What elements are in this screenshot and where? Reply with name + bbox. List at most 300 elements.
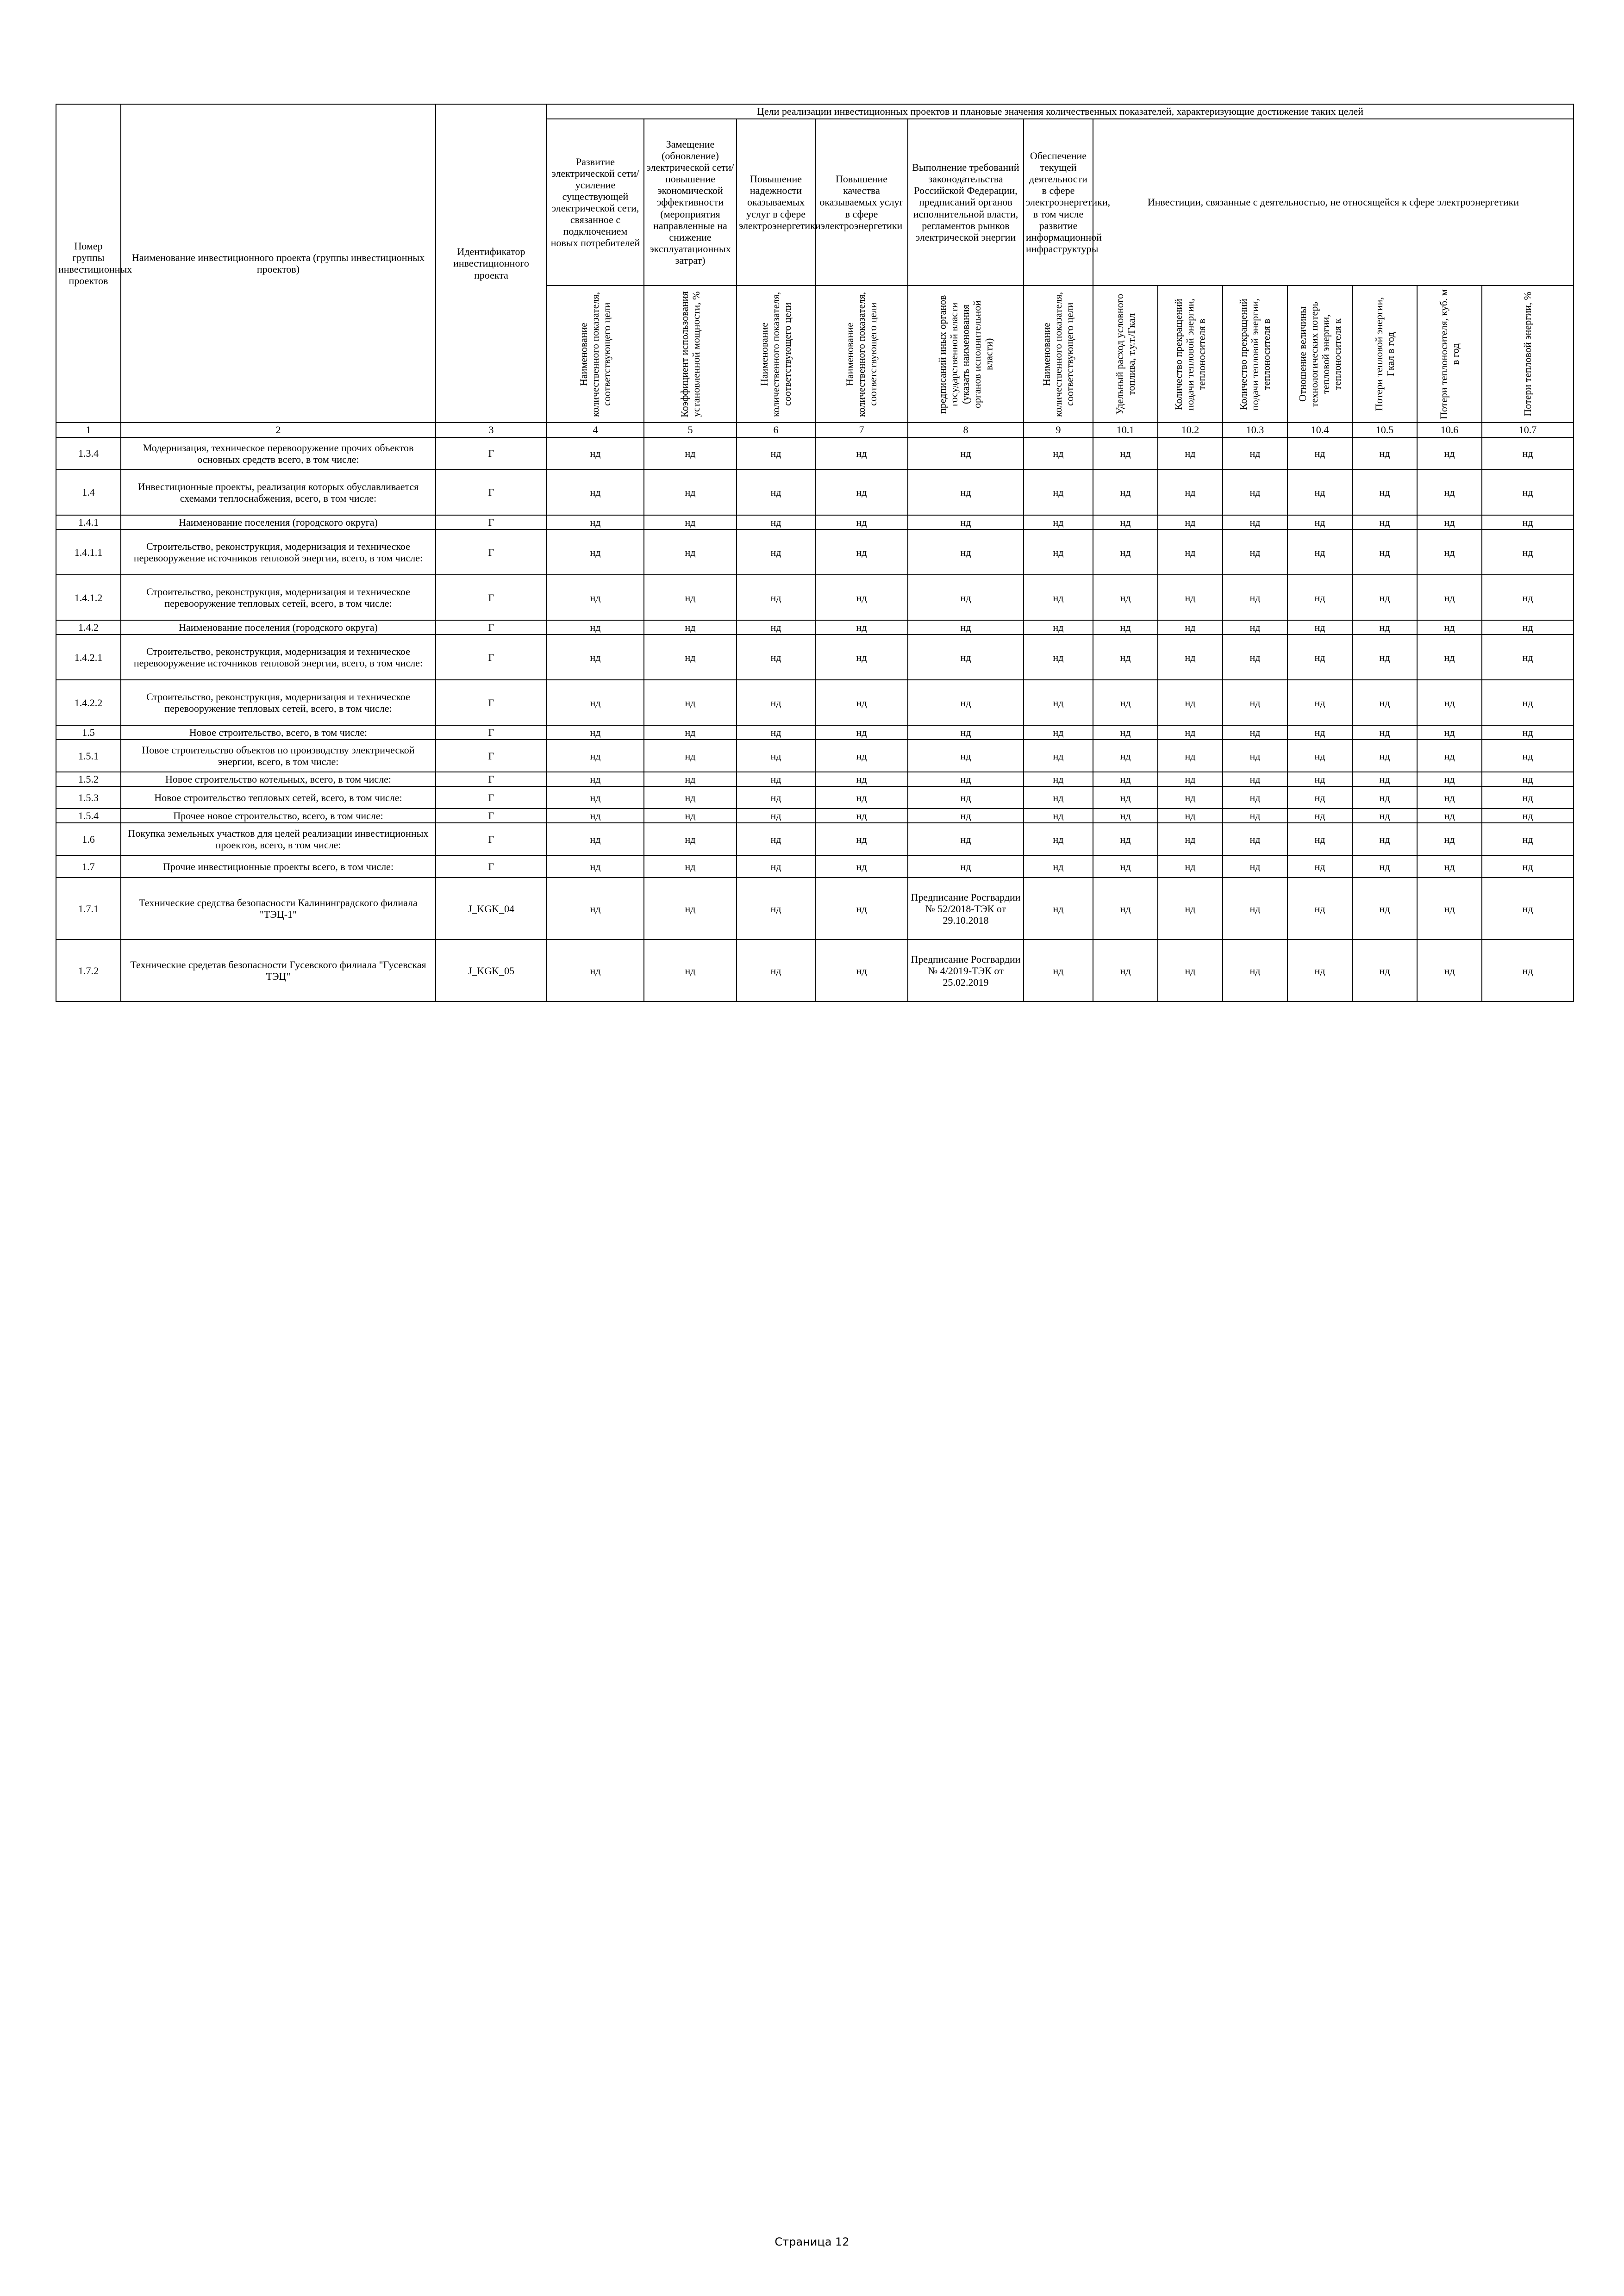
row-value: нд xyxy=(1223,823,1287,855)
header-indicator-cell xyxy=(547,286,644,423)
row-value: нд xyxy=(1093,437,1158,470)
row-project-name: Прочее новое строительство, всего, в том числе: xyxy=(121,809,436,823)
row-value: нд xyxy=(737,877,815,940)
row-value: нд xyxy=(1482,740,1574,772)
row-group-number: 1.5 xyxy=(56,725,121,740)
row-value: нд xyxy=(1287,470,1352,515)
header-indicator: Наименование количественного показателя, соответствующего цели xyxy=(578,291,613,417)
row-value: нд xyxy=(644,740,737,772)
row-value: нд xyxy=(815,515,908,529)
row-group-number: 1.4.2.2 xyxy=(56,680,121,725)
row-value: нд xyxy=(1223,575,1287,620)
header-goal: Обеспечение текущей деятельности в сфере электроэнергетики, в том числе развитие информационной инфраструктуры xyxy=(1026,150,1111,255)
header-indicator: Отношение величины технологических потерь тепловой энергии, теплоносителя к xyxy=(1296,301,1343,407)
row-value: нд xyxy=(547,620,644,635)
row-project-id: Г xyxy=(436,680,547,725)
row-project-id: Г xyxy=(436,772,547,786)
header-goal: Замещение (обновление) электрической сети/повышение экономической эффективности (мероприятия направленные на снижение эксплуатационных затрат) xyxy=(646,138,734,266)
row-value: нд xyxy=(1093,809,1158,823)
row-value: нд xyxy=(1024,786,1093,809)
row-project-id: Г xyxy=(436,620,547,635)
row-value: нд xyxy=(1287,940,1352,1002)
row-value: нд xyxy=(1223,529,1287,575)
row-value: нд xyxy=(737,680,815,725)
row-value: нд xyxy=(644,529,737,575)
table-row xyxy=(56,575,1574,620)
row-value: нд xyxy=(908,529,1024,575)
row-value: нд xyxy=(1223,740,1287,772)
row-value: Предписание Росгвардии № 4/2019-ТЭК от 25.02.2019 xyxy=(908,940,1024,1002)
row-value: нд xyxy=(644,470,737,515)
header-goal: Развитие электрической сети/усиление существующей электрической сети, связанное с подключением новых потребителей xyxy=(550,156,640,249)
row-value: нд xyxy=(547,786,644,809)
row-group-number: 1.4.2 xyxy=(56,620,121,635)
row-value: нд xyxy=(547,680,644,725)
row-value: нд xyxy=(1287,877,1352,940)
row-value: нд xyxy=(1223,940,1287,1002)
row-value: нд xyxy=(1287,529,1352,575)
row-value: нд xyxy=(1287,786,1352,809)
row-value: нд xyxy=(1024,940,1093,1002)
row-value: нд xyxy=(1417,680,1482,725)
header-goal: Выполнение требований законодательства Российской Федерации, предписаний органов исполнительной власти, регламентов рынков электрической энергии xyxy=(912,162,1019,243)
row-value: нд xyxy=(644,772,737,786)
row-value: нд xyxy=(1158,680,1223,725)
row-value: нд xyxy=(1482,809,1574,823)
row-value: нд xyxy=(1223,809,1287,823)
row-value: нд xyxy=(737,809,815,823)
row-value: нд xyxy=(737,470,815,515)
row-value: нд xyxy=(815,725,908,740)
row-project-name: Покупка земельных участков для целей реализации инвестиционных проектов, всего, в том числе: xyxy=(121,823,436,855)
header-indicator: Удельный расход условного топлива, т.у.т./Гкал xyxy=(1113,293,1137,415)
row-value: нд xyxy=(1158,515,1223,529)
column-number: 5 xyxy=(644,423,737,437)
column-number: 10.5 xyxy=(1352,423,1417,437)
row-value: нд xyxy=(737,772,815,786)
table-row xyxy=(56,470,1574,515)
table-row xyxy=(56,529,1574,575)
row-value: нд xyxy=(1352,635,1417,680)
header-goal-cell xyxy=(1093,119,1574,286)
row-value: нд xyxy=(1482,940,1574,1002)
row-project-name: Прочие инвестиционные проекты всего, в том числе: xyxy=(121,855,436,877)
column-number: 9 xyxy=(1024,423,1093,437)
row-value: нд xyxy=(1158,575,1223,620)
row-value: нд xyxy=(1482,772,1574,786)
table-row xyxy=(56,635,1574,680)
row-value: нд xyxy=(908,437,1024,470)
row-value: нд xyxy=(547,575,644,620)
header-indicator-cell xyxy=(737,286,815,423)
row-value: нд xyxy=(908,575,1024,620)
row-project-name: Новое строительство котельных, всего, в том числе: xyxy=(121,772,436,786)
table-row xyxy=(56,725,1574,740)
row-value: нд xyxy=(737,437,815,470)
row-value: нд xyxy=(1093,575,1158,620)
row-value: нд xyxy=(547,470,644,515)
table-row xyxy=(56,940,1574,1002)
row-value: нд xyxy=(908,855,1024,877)
row-value: нд xyxy=(1093,786,1158,809)
row-value: нд xyxy=(1352,470,1417,515)
header-indicator: Наименование количественного показателя, соответствующего цели xyxy=(844,291,879,417)
row-value: нд xyxy=(1024,809,1093,823)
header-goal-cell xyxy=(737,119,821,286)
row-value: нд xyxy=(1223,855,1287,877)
row-project-id: Г xyxy=(436,635,547,680)
row-value: нд xyxy=(1482,725,1574,740)
row-value: нд xyxy=(1093,680,1158,725)
row-value: нд xyxy=(1352,620,1417,635)
column-number: 2 xyxy=(121,423,436,437)
row-value: нд xyxy=(1223,470,1287,515)
row-value: нд xyxy=(815,740,908,772)
row-value: нд xyxy=(815,940,908,1002)
header-indicator-cell xyxy=(1482,286,1574,423)
row-value: Предписание Росгвардии № 52/2018-ТЭК от 29.10.2018 xyxy=(908,877,1024,940)
row-value: нд xyxy=(1093,515,1158,529)
row-value: нд xyxy=(1482,515,1574,529)
header-indicator: Количество прекращений подачи тепловой энергии, теплоносителя в xyxy=(1237,298,1273,411)
row-value: нд xyxy=(737,823,815,855)
row-value: нд xyxy=(815,470,908,515)
row-project-id: J_KGK_05 xyxy=(436,940,547,1002)
row-value: нд xyxy=(1093,772,1158,786)
header-indicator: Потери тепловой энергии, Гкал в год xyxy=(1373,297,1396,411)
table-row xyxy=(56,680,1574,725)
row-value: нд xyxy=(908,470,1024,515)
row-value: нд xyxy=(1158,620,1223,635)
row-value: нд xyxy=(1223,877,1287,940)
row-value: нд xyxy=(1417,772,1482,786)
row-value: нд xyxy=(1158,855,1223,877)
row-value: нд xyxy=(1093,529,1158,575)
row-value: нд xyxy=(1417,515,1482,529)
header-goal-cell xyxy=(815,119,908,286)
row-project-id: Г xyxy=(436,470,547,515)
row-value: нд xyxy=(1158,940,1223,1002)
header-indicator-cell xyxy=(1093,286,1158,423)
table-row xyxy=(56,740,1574,772)
row-value: нд xyxy=(1352,855,1417,877)
row-value: нд xyxy=(547,940,644,1002)
row-value: нд xyxy=(1024,515,1093,529)
row-value: нд xyxy=(1158,823,1223,855)
row-project-id: Г xyxy=(436,809,547,823)
row-value: нд xyxy=(1158,470,1223,515)
table-row xyxy=(56,620,1574,635)
row-value: нд xyxy=(644,809,737,823)
row-value: нд xyxy=(1352,725,1417,740)
row-value: нд xyxy=(1482,620,1574,635)
header-indicator-cell xyxy=(1223,286,1287,423)
row-value: нд xyxy=(547,740,644,772)
row-value: нд xyxy=(1287,437,1352,470)
row-value: нд xyxy=(737,575,815,620)
header-indicator-cell xyxy=(908,286,1024,423)
row-value: нд xyxy=(908,680,1024,725)
row-project-name: Наименование поселения (городского округа) xyxy=(121,515,436,529)
row-value: нд xyxy=(547,529,644,575)
row-value: нд xyxy=(1223,620,1287,635)
row-project-id: Г xyxy=(436,529,547,575)
row-value: нд xyxy=(1093,877,1158,940)
row-value: нд xyxy=(644,855,737,877)
row-value: нд xyxy=(815,823,908,855)
row-project-id: Г xyxy=(436,855,547,877)
header-goal: Инвестиции, связанные с деятельностью, не относящейся к сфере электроэнергетики xyxy=(1147,196,1519,208)
row-value: нд xyxy=(1417,635,1482,680)
header-indicator: предписаний иных органов государственной власти (указать наименования органов исполнительной власти) xyxy=(937,294,995,414)
row-project-id: Г xyxy=(436,437,547,470)
column-number: 6 xyxy=(737,423,815,437)
column-number: 10.4 xyxy=(1287,423,1352,437)
row-value: нд xyxy=(547,635,644,680)
row-value: нд xyxy=(547,855,644,877)
header-indicator-cell xyxy=(1287,286,1352,423)
row-value: нд xyxy=(737,740,815,772)
header-indicator: Потери теплоносителя, куб. м в год xyxy=(1437,289,1461,419)
row-group-number: 1.6 xyxy=(56,823,121,855)
row-value: нд xyxy=(1417,940,1482,1002)
row-value: нд xyxy=(1158,529,1223,575)
row-project-name: Строительство, реконструкция, модернизация и техническое перевооружение тепловых сетей, всего, в том числе: xyxy=(121,575,436,620)
row-value: нд xyxy=(644,575,737,620)
row-value: нд xyxy=(1287,515,1352,529)
row-value: нд xyxy=(547,515,644,529)
row-value: нд xyxy=(1093,823,1158,855)
row-value: нд xyxy=(1024,529,1093,575)
row-value: нд xyxy=(1352,772,1417,786)
column-number: 3 xyxy=(436,423,547,437)
row-value: нд xyxy=(1223,786,1287,809)
row-value: нд xyxy=(1417,786,1482,809)
column-number: 8 xyxy=(908,423,1024,437)
table-row xyxy=(56,877,1574,940)
row-value: нд xyxy=(737,620,815,635)
row-value: нд xyxy=(908,823,1024,855)
header-goal-cell xyxy=(1024,119,1111,286)
row-value: нд xyxy=(815,786,908,809)
row-value: нд xyxy=(1158,786,1223,809)
row-value: нд xyxy=(1352,877,1417,940)
row-value: нд xyxy=(1024,877,1093,940)
row-value: нд xyxy=(815,772,908,786)
row-value: нд xyxy=(737,635,815,680)
row-value: нд xyxy=(1417,855,1482,877)
header-goal: Повышение качества оказываемых услуг в сфере электроэнергетики xyxy=(819,173,904,231)
row-value: нд xyxy=(815,437,908,470)
row-value: нд xyxy=(644,725,737,740)
row-project-name: Модернизация, техническое перевооружение прочих объектов основных средств всего, в том числе: xyxy=(121,437,436,470)
row-value: нд xyxy=(815,877,908,940)
row-value: нд xyxy=(737,940,815,1002)
row-group-number: 1.5.4 xyxy=(56,809,121,823)
row-value: нд xyxy=(547,877,644,940)
row-project-name: Строительство, реконструкция, модернизация и техническое перевооружение источников тепловой энергии, всего, в том числе: xyxy=(121,635,436,680)
row-value: нд xyxy=(1287,620,1352,635)
row-value: нд xyxy=(908,772,1024,786)
row-group-number: 1.3.4 xyxy=(56,437,121,470)
column-number: 7 xyxy=(815,423,908,437)
row-value: нд xyxy=(1287,809,1352,823)
row-value: нд xyxy=(1287,740,1352,772)
row-group-number: 1.4.2.1 xyxy=(56,635,121,680)
header-goals-title: Цели реализации инвестиционных проектов и плановые значения количественных показателей, характеризующие достижение таких целей xyxy=(547,104,1574,119)
row-value: нд xyxy=(1287,680,1352,725)
header-group-number: Номер группы инвестиционных проектов xyxy=(56,104,121,423)
table-row xyxy=(56,855,1574,877)
row-value: нд xyxy=(1223,772,1287,786)
row-value: нд xyxy=(1158,437,1223,470)
table-row xyxy=(56,786,1574,809)
table-row xyxy=(56,437,1574,470)
investment-goals-table xyxy=(56,104,1574,1002)
row-value: нд xyxy=(1352,437,1417,470)
row-value: нд xyxy=(1417,809,1482,823)
row-value: нд xyxy=(1482,635,1574,680)
row-value: нд xyxy=(908,635,1024,680)
row-value: нд xyxy=(1417,620,1482,635)
row-value: нд xyxy=(547,809,644,823)
row-value: нд xyxy=(815,680,908,725)
row-value: нд xyxy=(908,786,1024,809)
row-value: нд xyxy=(1417,470,1482,515)
row-value: нд xyxy=(1352,575,1417,620)
row-value: нд xyxy=(737,786,815,809)
row-value: нд xyxy=(1093,940,1158,1002)
row-value: нд xyxy=(644,437,737,470)
row-value: нд xyxy=(1287,855,1352,877)
row-project-name: Новое строительство, всего, в том числе: xyxy=(121,725,436,740)
header-indicator-cell xyxy=(1352,286,1417,423)
row-value: нд xyxy=(737,725,815,740)
row-value: нд xyxy=(547,437,644,470)
column-number: 4 xyxy=(547,423,644,437)
row-value: нд xyxy=(1417,575,1482,620)
column-number: 1 xyxy=(56,423,121,437)
row-value: нд xyxy=(1482,575,1574,620)
row-project-id: Г xyxy=(436,786,547,809)
row-value: нд xyxy=(1417,529,1482,575)
row-value: нд xyxy=(1093,725,1158,740)
row-value: нд xyxy=(1093,635,1158,680)
row-value: нд xyxy=(1417,823,1482,855)
row-value: нд xyxy=(1223,680,1287,725)
row-value: нд xyxy=(815,620,908,635)
header-indicator: Потери тепловой энергии, % xyxy=(1522,292,1534,417)
row-value: нд xyxy=(815,809,908,823)
row-value: нд xyxy=(1024,823,1093,855)
column-number: 10.6 xyxy=(1417,423,1482,437)
row-value: нд xyxy=(644,515,737,529)
row-value: нд xyxy=(1024,470,1093,515)
row-project-name: Строительство, реконструкция, модернизация и техническое перевооружение тепловых сетей, всего, в том числе: xyxy=(121,680,436,725)
row-value: нд xyxy=(1158,809,1223,823)
row-value: нд xyxy=(1158,772,1223,786)
header-indicator: Количество прекращений подачи тепловой энергии, теплоносителя в xyxy=(1173,298,1208,411)
header-indicator: Наименование количественного показателя, соответствующего цели xyxy=(758,291,793,417)
row-value: нд xyxy=(737,515,815,529)
row-value: нд xyxy=(644,823,737,855)
row-value: нд xyxy=(1417,725,1482,740)
row-group-number: 1.5.1 xyxy=(56,740,121,772)
row-value: нд xyxy=(547,725,644,740)
table-row xyxy=(56,823,1574,855)
row-value: нд xyxy=(815,855,908,877)
row-value: нд xyxy=(908,515,1024,529)
row-value: нд xyxy=(1223,635,1287,680)
row-value: нд xyxy=(644,680,737,725)
row-value: нд xyxy=(1024,680,1093,725)
row-value: нд xyxy=(737,529,815,575)
row-value: нд xyxy=(547,772,644,786)
row-value: нд xyxy=(908,620,1024,635)
row-value: нд xyxy=(1482,855,1574,877)
row-value: нд xyxy=(1158,725,1223,740)
row-group-number: 1.5.3 xyxy=(56,786,121,809)
row-group-number: 1.4 xyxy=(56,470,121,515)
row-project-name: Строительство, реконструкция, модернизация и техническое перевооружение источников тепловой энергии, всего, в том числе: xyxy=(121,529,436,575)
row-value: нд xyxy=(1287,725,1352,740)
row-value: нд xyxy=(1352,740,1417,772)
row-value: нд xyxy=(644,620,737,635)
row-value: нд xyxy=(1482,470,1574,515)
row-project-id: Г xyxy=(436,823,547,855)
row-value: нд xyxy=(644,635,737,680)
row-value: нд xyxy=(1482,529,1574,575)
row-project-name: Наименование поселения (городского округа) xyxy=(121,620,436,635)
column-number: 10.2 xyxy=(1158,423,1223,437)
row-value: нд xyxy=(1287,772,1352,786)
row-group-number: 1.7.2 xyxy=(56,940,121,1002)
row-value: нд xyxy=(1482,437,1574,470)
row-value: нд xyxy=(1024,740,1093,772)
row-value: нд xyxy=(1223,437,1287,470)
row-value: нд xyxy=(1158,740,1223,772)
row-project-id: Г xyxy=(436,515,547,529)
header-indicator: Коэффициент использования установленной мощности, % xyxy=(678,291,702,417)
row-value: нд xyxy=(1024,620,1093,635)
header-indicator: Наименование количественного показателя, соответствующего цели xyxy=(1041,291,1076,417)
row-value: нд xyxy=(644,940,737,1002)
row-group-number: 1.4.1.2 xyxy=(56,575,121,620)
row-value: нд xyxy=(1482,786,1574,809)
row-project-name: Инвестиционные проекты, реализация которых обуславливается схемами теплоснабжения, всего, в том числе: xyxy=(121,470,436,515)
row-project-id: J_KGK_04 xyxy=(436,877,547,940)
row-value: нд xyxy=(1093,620,1158,635)
row-value: нд xyxy=(908,725,1024,740)
header-goal: Повышение надежности оказываемых услуг в сфере электроэнергетики xyxy=(739,173,821,231)
header-goal-cell xyxy=(908,119,1024,286)
page-number: Страница 12 xyxy=(775,2235,849,2248)
row-value: нд xyxy=(815,575,908,620)
row-value: нд xyxy=(1093,470,1158,515)
row-value: нд xyxy=(815,529,908,575)
row-value: нд xyxy=(1093,740,1158,772)
column-number: 10.7 xyxy=(1482,423,1574,437)
header-indicator-cell xyxy=(1417,286,1482,423)
row-value: нд xyxy=(644,877,737,940)
header-indicator-cell xyxy=(815,286,908,423)
row-value: нд xyxy=(1287,635,1352,680)
row-project-id: Г xyxy=(436,575,547,620)
row-value: нд xyxy=(1158,877,1223,940)
row-value: нд xyxy=(1024,635,1093,680)
row-value: нд xyxy=(815,635,908,680)
row-value: нд xyxy=(1223,725,1287,740)
